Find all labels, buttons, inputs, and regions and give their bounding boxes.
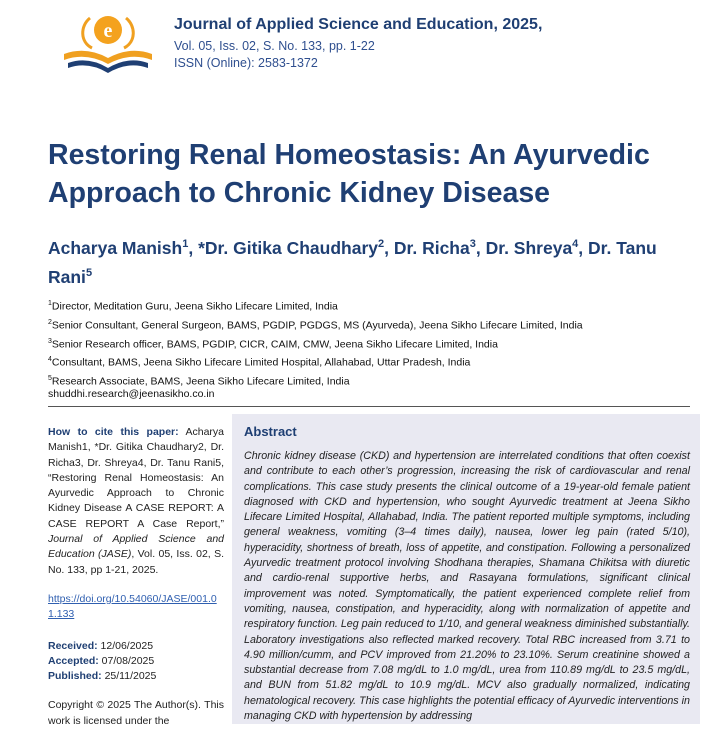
cite-journal: Journal of Applied Science and Education (JASE) [48,533,224,561]
copyright-text: Copyright © 2025 The Author(s). This work is licensed under the [48,699,224,727]
journal-title: Journal of Applied Science and Education, 2025, [174,16,543,33]
author-name: Dr. Tanu Rani [48,237,657,287]
received-value: 12/06/2025 [97,639,154,652]
received-date [48,639,224,654]
affiliation-sup: 4 [48,356,52,364]
citation-block [48,425,224,578]
section-divider [48,406,690,407]
volume-line: Vol. 05, Iss. 02, S. No. 133, pp. 1-22 [174,39,375,53]
issn-line: ISSN (Online): 2583-1372 [174,56,318,70]
author-name: *Dr. Gitika Chaudhary [198,237,378,258]
author-separator: , [188,237,199,258]
affiliation-text: Senior Consultant, General Surgeon, BAMS, PGDIP, PGDGS, MS (Ayurveda), Jeena Sikho Lifecare Limited, India [51,319,583,332]
cite-label: How to cite this paper: [48,426,179,438]
published-label: Published: [48,670,102,683]
author-name: Dr. Richa [393,237,470,258]
author-sup: 2 [378,238,385,250]
affiliation-item [48,334,698,353]
author-sup: 3 [469,238,476,250]
author-name: Dr. Shreya [485,237,573,258]
author-sup: 5 [85,266,93,279]
published-date [48,669,224,684]
journal-header [174,16,694,72]
abstract-box [232,414,700,724]
author-separator: , [475,237,486,258]
contact-email[interactable]: shuddhi.research@jeenasikho.co.in [48,388,215,400]
dates-block [48,639,224,685]
logo-letter: e [103,20,113,42]
paper-title: Restoring Renal Homeostasis: An Ayurvedic Approach to Chronic Kidney Disease [48,139,650,209]
accepted-value: 07/08/2025 [98,654,155,667]
affiliation-text: Senior Research officer, BAMS, PGDIP, CICR, CAIM, CMW, Jeena Sikho Lifecare Limited, India [51,338,498,351]
cite-text: Acharya Manish1, *Dr. Gitika Chaudhary2, Dr. Richa3, Dr. Shreya4, Dr. Tanu Rani5, “Restoring Renal Homeostasis: An Ayurvedic Approach to Chronic Kidney Disease A CASE REPORT: A CASE REPORT A Case Report,” [48,426,225,530]
author-separator: , [384,237,394,258]
author-sup: 4 [572,238,579,250]
received-label: Received: [48,639,98,652]
published-value: 25/11/2025 [101,670,157,683]
affiliation-sup: 3 [48,337,52,345]
author-list [48,232,688,290]
author-separator: , [578,237,589,258]
author-sup: 1 [182,238,189,250]
affiliation-item [48,315,698,334]
author-name: Acharya Manish [48,237,183,258]
affiliation-text: Research Associate, BAMS, Jeena Sikho Lifecare Limited, India [51,375,350,388]
affiliation-sup: 2 [48,318,52,326]
affiliations [48,296,698,390]
accepted-date [48,654,224,669]
abstract-heading: Abstract [244,424,297,439]
affiliation-text: Consultant, BAMS, Jeena Sikho Lifecare Limited Hospital, Allahabad, Uttar Pradesh, India [51,356,471,369]
cite-tail: , Vol. 05, Iss. 02, S. No. 133, pp 1-21, 2025. [48,548,225,576]
abstract-text: Chronic kidney disease (CKD) and hypertension are interrelated conditions that often coexist and contribute to each other’s progression, increasing the risk of cardiovascular and renal complications. This case study presents the clinical outcome of a 19-year-old female patient diagnosed with CKD and hypertension, who sought Ayurvedic treatment at Jeena Sikho Lifecare Limited Hospital, Allahabad, India. The patient reported multiple symptoms, including general weakness, vomiting (3–4 times daily), nausea, lower leg pain (rated 5/10), hyperacidity, shortness of breath, loss of appetite, and constipation. Following a personalized Ayurvedic treatment protocol involving Shodhana therapies, Shamana Chikitsa with diuretic and cardio-renal supportive herbs, and Rasayana formulations, significant clinical improvement was noted. Symptomatically, the patient experienced complete relief from vomiting, nausea, constipation, and hyperacidity, along with normalization of appetite and respiratory function. Leg pain reduced to 1/10, and general weakness diminished substantially. Laboratory investigations also reflected marked recovery. Total RBC increased from 3.71 to 4.90 million/cumm, and PCV improved from 21.20% to 23.10%. Serum creatinine showed a substantial decrease from 7.08 mg/dL to 1.0 mg/dL, urea from 110.89 mg/dL to 23.5 mg/dL, and BUN from 51.82 mg/dL to 10.9 mg/dL. MCV also gradually normalized, indicating hematological recovery. This case highlights the potential efficacy of Ayurvedic interventions in managing CKD with hypertension by addressing [244,450,690,723]
article-info-sidebar [48,425,224,729]
affiliation-item [48,352,698,371]
affiliation-item [48,296,698,315]
affiliation-text: Director, Meditation Guru, Jeena Sikho Lifecare Limited, India [51,300,338,313]
affiliation-sup: 1 [48,300,52,307]
accepted-label: Accepted: [48,654,99,667]
doi-link[interactable]: https://doi.org/10.54060/JASE/001.01.133 [48,592,217,621]
affiliation-sup: 5 [48,375,52,383]
journal-logo [58,8,158,78]
